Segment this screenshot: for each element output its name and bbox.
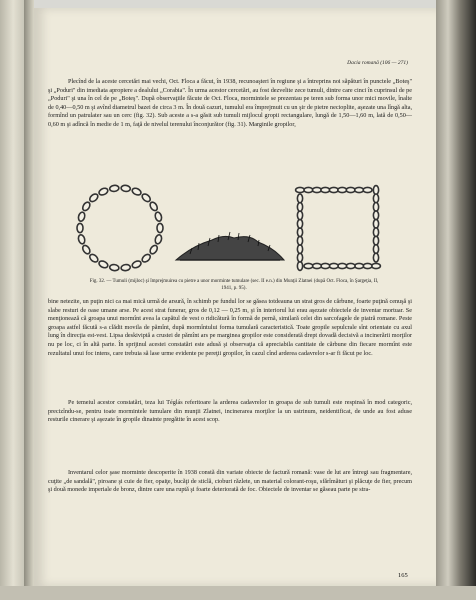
stone (121, 264, 131, 271)
stone (373, 245, 378, 254)
stone (149, 201, 159, 212)
stone (131, 260, 142, 269)
stone (121, 185, 131, 192)
stone (296, 187, 305, 192)
stone (363, 263, 372, 268)
bottom-edge (0, 586, 476, 600)
stone (141, 253, 152, 264)
stone (373, 236, 378, 245)
paragraph-2: bine netezite, un puţin nici ca mai mică urmă de arsură, în schimb pe fundul lor se găsea totdeauna un strat gros de cărbune, foarte puţină cenuşă şi slabe resturi de oase umane arse. Pe acest strat funerar, gros de 0,12 — 0,25 m, şi în interiorul lui erau aşezate obiectele de inventar mortuar. Se menţionează că groapa unui mormînt avea la capătul de vest o ridicătură în formă de pernă, similară celei din sarcofagele de piatră romane. Peste groapa astfel făcută s-a clădit movila de pămînt, după mormîntului forma tumulară caracteristică. Toate gropile sepulcrale sînt orientate cu axul lung în direcţia est-vest. Lipsa deskiviptă a crustei de pămînt ars pe marginea gropilor este considerată drept dovadă decisivă a incinerării morţilor nu pe loc, ci în altă parte. În sprijinul acestei constatări este adusă şi observaţia că apreciabila cantitate de cărbune din fiecare mormînt este rezultatul unui foc intens, care trebuia să lase urme evidente pe pereţii gropilor, în cazul cînd arderea cadavrelor s-ar fi făcut pe loc. (48, 298, 412, 357)
stone (373, 219, 378, 228)
stone (373, 211, 378, 220)
stone (297, 253, 302, 262)
stone (338, 263, 347, 268)
running-head: Dacia romană (106 — 271) (347, 60, 408, 66)
stone (355, 263, 364, 268)
stone (154, 234, 162, 244)
stone (297, 219, 302, 228)
stone (297, 262, 302, 271)
stone (297, 194, 302, 203)
stone (329, 263, 338, 268)
stone (157, 223, 163, 232)
stone (373, 203, 378, 212)
stone-square (296, 186, 381, 271)
left-page-edge (0, 0, 24, 600)
stone (81, 244, 91, 255)
stone-circle (77, 185, 163, 271)
stone (77, 234, 85, 244)
stone (131, 187, 142, 196)
stone (373, 194, 378, 203)
tumulus-mound (176, 232, 284, 260)
stone (77, 223, 83, 232)
stone (373, 228, 378, 237)
page-number: 165 (398, 572, 408, 579)
stone (109, 185, 119, 192)
stone (77, 211, 85, 221)
stone (373, 186, 378, 195)
paragraph-1: Plecînd de la aceste cercetări mai vechi, Oct. Floca a făcut, în 1938, recunoaşteri în regiune şi a întreprins noi săpături în punctele „Boteş" şi „Poduri" din imediata apropiere a dealului „Corabia". În urma acestor cercetări, au fost dezvelite zece tumuli, dintre care cinci în cuprinsul de pe „Poduri" şi una în cel de pe „Boteş". După observaţiile făcute de Oct. Floca, mormintele se prezentau pe teren sub forma unor mici movile, înalte de 0,40—0,50 m şi avînd diametrul bazei de circa 3 m. În două cazuri, tumulul era împrejmuit cu un şir de pietre necioplite, aşezate una lîngă alta, formînd un patrulater sau un cerc (fig. 32). Sub aceste a s-a găsit sub tumuli mijlocul gropii rectangulare, lungă de 1,50—1,60 m, lată de 0,50—0,60 m şi adîncă în medie de 1 m, faţă de nivelul terenului înconjurător (fig. 31). Marginile gropilor, (48, 78, 412, 128)
stone (88, 193, 99, 204)
paragraph-4: Inventarul celor şase morminte descoperite în 1938 constă din variate obiecte de factură romană: vase de lut are întregi sau fragmentare, cuţite „de sandală", piroane şi cuie de fier, opaiţe, bucăţi de sticlă, cioburi răzlete, un material colorant-roşu, sfărîmături şi plăcuţe de fier, precum şi două monede imperiale de bronz, dintre care una ruptă şi foarte deteriorată de foc. Obiectele de inventar se găseau parte pe stra- (48, 469, 412, 494)
stone (297, 245, 302, 254)
stone (141, 193, 152, 204)
stone (297, 203, 302, 212)
stone (346, 263, 355, 268)
stone (373, 253, 378, 262)
stone (329, 187, 338, 192)
stone (297, 236, 302, 245)
stone (149, 244, 159, 255)
stone (98, 260, 109, 269)
stone (355, 187, 364, 192)
stone (372, 263, 381, 268)
stone (304, 263, 313, 268)
book-spine (24, 0, 34, 600)
stone (98, 187, 109, 196)
figure-32-drawing (62, 176, 402, 276)
stone (338, 187, 347, 192)
stone (81, 201, 91, 212)
stone (304, 187, 313, 192)
paragraph-3: Pe temeiul acestor constatări, teza lui Téglás referitoare la arderea cadavrelor in groapa de sub tumuli este respinsă în mod categoric, precizîndu-se, pentru toate mormintele tumulare din munţii Zlatnei, incinerarea morţilor la un ustrinum, neidentificat, de unde au fost aduse resturile cinerare şi aşezate în gropile dinainte pregătite în acest scop. (48, 399, 412, 424)
figure-32 (62, 176, 402, 276)
stone (363, 187, 372, 192)
stone (154, 211, 162, 221)
stone (109, 264, 119, 271)
stone (313, 187, 322, 192)
stone (88, 253, 99, 264)
stone (313, 263, 322, 268)
figure-caption: Fig. 32. — Tumuli (mijloc) şi împrejmuirea cu pietre a unor morminte tumulare (sec. II e.n.) din Munţii Zlatnei (după Oct. Floca, în Şargeţia, II, 1941, p. 95). (89, 279, 379, 291)
stone (297, 211, 302, 220)
stone (346, 187, 355, 192)
stone (321, 263, 330, 268)
book-page (34, 8, 436, 586)
stone (321, 187, 330, 192)
right-page-edge (436, 0, 476, 600)
stone (297, 228, 302, 237)
